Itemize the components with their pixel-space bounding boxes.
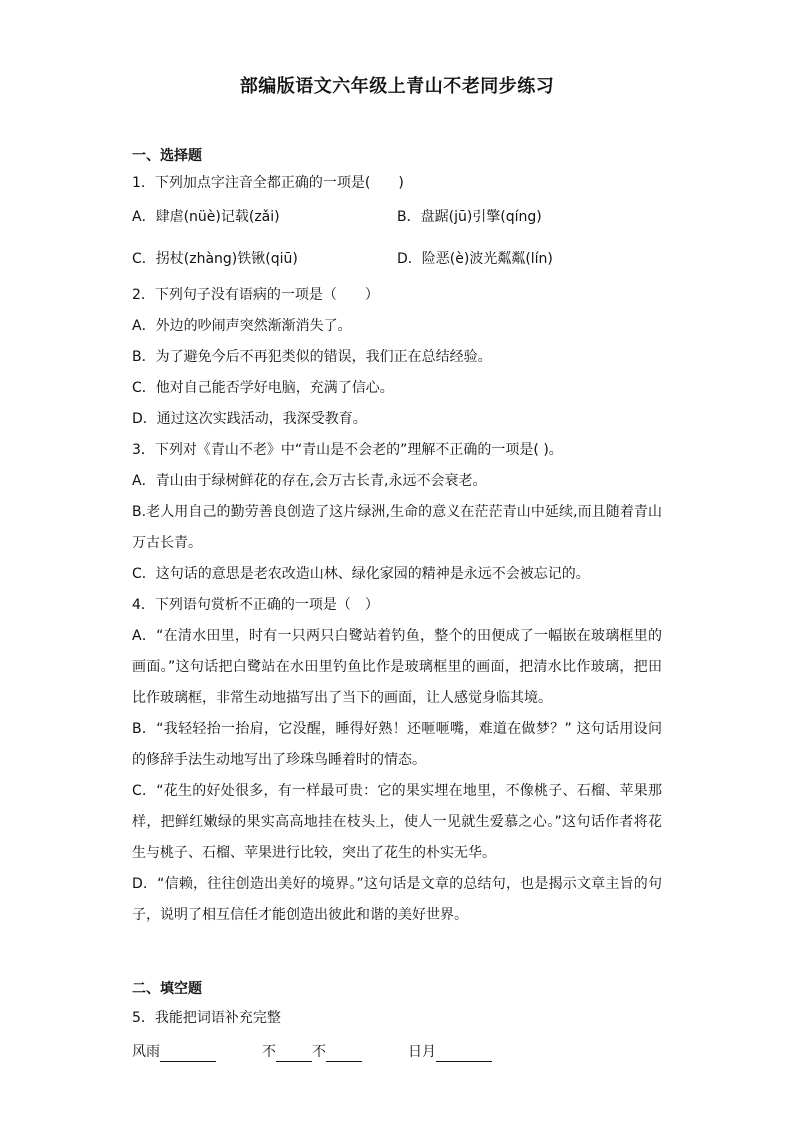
question-1-option-a[interactable]: A．肆虐(nüè)记载(zǎi)	[132, 208, 280, 225]
fill-item-2	[262, 1037, 362, 1068]
question-2-option-b[interactable]: B．为了避免今后不再犯类似的错误，我们正在总结经验。	[132, 349, 492, 365]
question-3-option-b[interactable]: B.老人用自己的勤劳善良创造了这片绿洲,生命的意义在茫茫青山中延续,而且随着青山万古长青。	[132, 504, 662, 551]
question-3	[132, 435, 662, 590]
fill-blank-4[interactable]	[436, 1045, 492, 1062]
fill-item-2-prefix: 不	[262, 1044, 276, 1060]
question-1-stem: 1．下列加点字注音全都正确的一项是( )	[132, 175, 404, 191]
fill-item-2-middle: 不	[312, 1044, 326, 1060]
question-5	[132, 1003, 662, 1068]
fill-item-3	[408, 1037, 492, 1068]
question-3-stem: 3．下列对《青山不老》中“青山是不会老的”理解不正确的一项是( )。	[132, 442, 563, 458]
question-2-stem: 2．下列句子没有语病的一项是（ ）	[132, 287, 379, 303]
question-2-option-a[interactable]: A．外边的吵闹声突然渐渐消失了。	[132, 318, 352, 334]
question-1-option-c[interactable]: C．拐杖(zhàng)铁锹(qiū)	[132, 250, 298, 267]
question-4-option-b[interactable]: B．“我轻轻抬一抬肩，它没醒，睡得好熟！还咂咂嘴，难道在做梦？” 这句话用设问的修辞手法生动地写出了珍珠鸟睡着时的情态。	[132, 721, 662, 768]
question-4-option-c[interactable]: C．“花生的好处很多，有一样最可贵：它的果实埋在地里，不像桃子、石榴、苹果那样，把鲜红嫩绿的果实高高地挂在枝头上，使人一见就生爱慕之心。”这句话作者将花生与桃子、石榴、苹果进行比较，突出了花生的朴实无华。	[132, 783, 662, 861]
question-2	[132, 280, 662, 435]
question-5-fill-row	[132, 1034, 662, 1068]
question-4-option-d[interactable]: D．“信赖，往往创造出美好的境界。”这句话是文章的总结句，也是揭示文章主旨的句子，说明了相互信任才能创造出彼此和谐的美好世界。	[132, 876, 662, 923]
fill-blank-2[interactable]	[276, 1045, 312, 1062]
question-1-option-b[interactable]: B．盘踞(jū)引擎(qíng)	[397, 208, 542, 225]
question-1-options-row-2	[132, 238, 662, 280]
question-3-option-a[interactable]: A．青山由于绿树鲜花的存在,会万古长青,永远不会衰老。	[132, 473, 487, 489]
fill-item-3-prefix: 日月	[408, 1044, 436, 1060]
question-2-option-d[interactable]: D．通过这次实践活动，我深受教育。	[132, 411, 367, 427]
question-1	[132, 170, 662, 280]
question-4-option-a[interactable]: A．“在清水田里，时有一只两只白鹭站着钓鱼，整个的田便成了一幅嵌在玻璃框里的画面。”这句话把白鹭站在水田里钓鱼比作是玻璃框里的画面，把清水比作玻璃，把田比作玻璃框，非常生动地描写出了当下的画面，让人感觉身临其境。	[132, 628, 662, 706]
question-2-option-c[interactable]: C．他对自己能否学好电脑，充满了信心。	[132, 380, 394, 396]
fill-blank-3[interactable]	[326, 1045, 362, 1062]
section-spacer	[132, 931, 662, 979]
question-1-options-row-1	[132, 196, 662, 238]
document-body	[132, 146, 662, 1068]
question-4-stem: 4．下列语句赏析不正确的一项是（ ）	[132, 597, 379, 613]
fill-item-1-prefix: 风雨	[132, 1044, 160, 1060]
question-1-option-d[interactable]: D．险恶(è)波光粼粼(lín)	[397, 250, 553, 267]
question-3-option-c[interactable]: C．这句话的意思是老农改造山林、绿化家园的精神是永远不会被忘记的。	[132, 566, 590, 582]
question-5-stem: 5．我能把词语补充完整	[132, 1010, 281, 1026]
question-4	[132, 590, 662, 931]
page-title: 部编版语文六年级上青山不老同步练习	[239, 76, 555, 97]
fill-item-1	[132, 1037, 216, 1068]
fill-blank-1[interactable]	[160, 1045, 216, 1062]
section-heading-fill: 二、填空题	[132, 981, 202, 997]
section-heading-choice: 一、选择题	[132, 148, 202, 164]
